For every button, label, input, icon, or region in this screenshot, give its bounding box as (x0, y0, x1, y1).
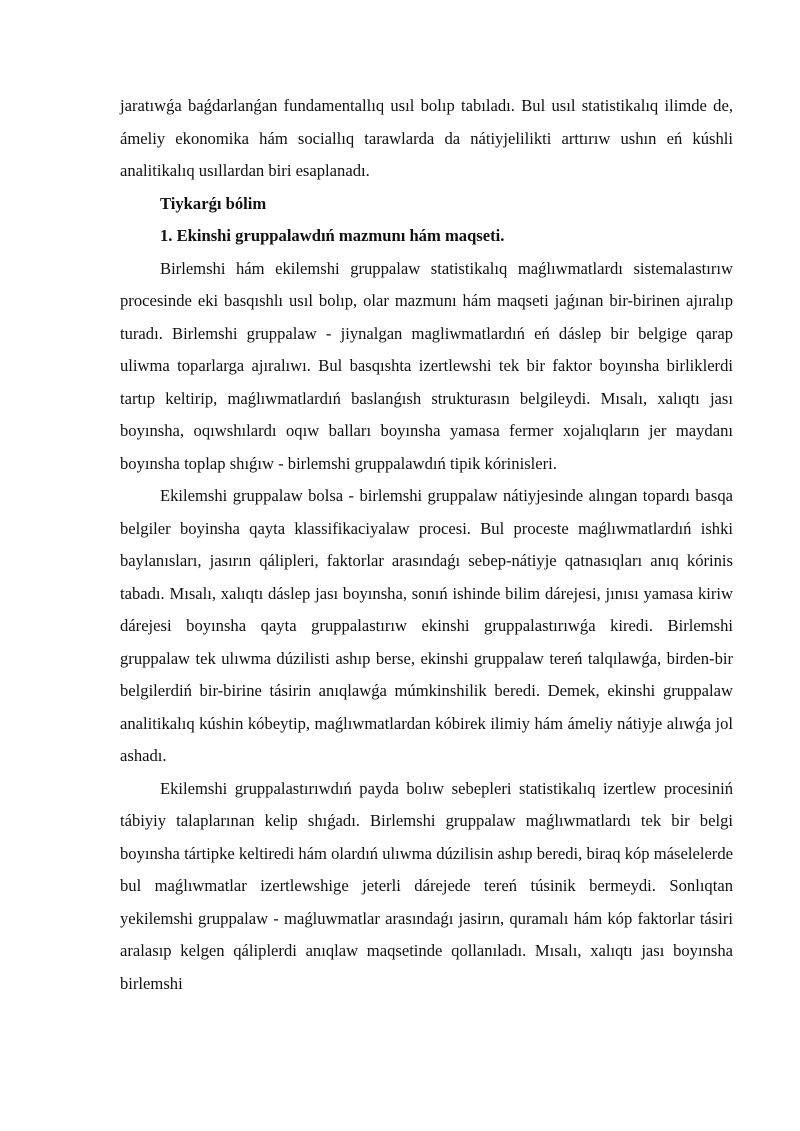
document-body (120, 90, 733, 1000)
paragraph-primary-secondary-grouping: Birlemshi hám ekilemshi gruppalaw statistikalıq maǵlıwmatlardı sistemalastırıw procesinde eki basqıshlı usıl bolıp, olar mazmunı hám maqseti jaǵınan bir-birinen ajıralıp turadı. Birlemshi gruppalaw - jiynalgan magliwmatlardıń eń dáslep bir belgige qarap uliwma toparlarga ajıralıwı. Bul basqıshta izertlewshi tek bir faktor boyınsha birliklerdi tartıp keltirip, maǵlıwmatlardıń baslanǵısh strukturasın belgileydi. Mısalı, xalıqtı jası boyınsha, oqıwshılardı oqıw balları boyınsha yamasa fermer xojalıqların jer maydanı boyınsha toplap shıǵıw - birlemshi gruppalawdıń tipik kórinisleri. (120, 258, 733, 473)
paragraph-continuation: jaratıwǵa baǵdarlanǵan fundamentallıq usıl bolıp tabıladı. Bul usıl statistikalıq ilimde de, ámeliy ekonomika hám sociallıq tarawlarda da nátiyjelilikti arttırıw ushın eń kúshli analitikalıq usıllardan biri esaplanadı. (120, 96, 733, 180)
section-heading: Tiykarǵı bólim (160, 193, 267, 213)
paragraph-reasons: Ekilemshi gruppalastırıwdıń payda bolıw sebepleri statistikalıq izertlew procesiniń tábiyiy talaplarınan kelip shıǵadı. Birlemshi gruppalaw maǵlıwmatlardı tek bir belgi boyınsha tártipke keltiredi hám olardıń ulıwma dúzilisin ashıp beredi, biraq kóp máselelerde bul maǵlıwmatlar izertlewshige jeterli dárejede tereń túsinik bermeydi. Sonlıqtan yekilemshi gruppalaw - maǵluwmatlar arasındaǵı jasirın, quramalı hám kóp faktorlar tásiri aralasıp kelgen qáliplerdi anıqlaw maqsetinde qollanıladı. Mısalı, xalıqtı jası boyınsha birlemshi (120, 778, 733, 993)
paragraph-secondary-grouping: Ekilemshi gruppalaw bolsa - birlemshi gruppalaw nátiyjesinde alıngan topardı basqa belgiler boyinsha qayta klassifikaciyalaw procesi. Bul proceste maǵlıwmatlardıń ishki baylanısları, jasırın qálipleri, faktorlar arasındaǵı sebep-nátiyje qatnasıqları anıq kórinis tabadı. Mısalı, xalıqtı dáslep jası boyınsha, sonıń ishinde bilim dárejesi, jınısı yamasa kiriw dárejesi boyınsha qayta gruppalastırıw ekinshi gruppalastırıwǵa kiredi. Birlemshi gruppalaw tek ulıwma dúzilisti ashıp berse, ekinshi gruppalaw tereń talqılawǵa, birden-bir belgilerdiń bir-birine tásirin anıqlawǵa múmkinshilik beredi. Demek, ekinshi gruppalaw analitikalıq kúshin kóbeytip, maǵlıwmatlardan kóbirek ilimiy hám ámeliy nátiyje alıwǵa jol ashadı. (120, 486, 733, 765)
subsection-heading: 1. Ekinshi gruppalawdıń mazmunı hám maqseti. (160, 226, 505, 245)
